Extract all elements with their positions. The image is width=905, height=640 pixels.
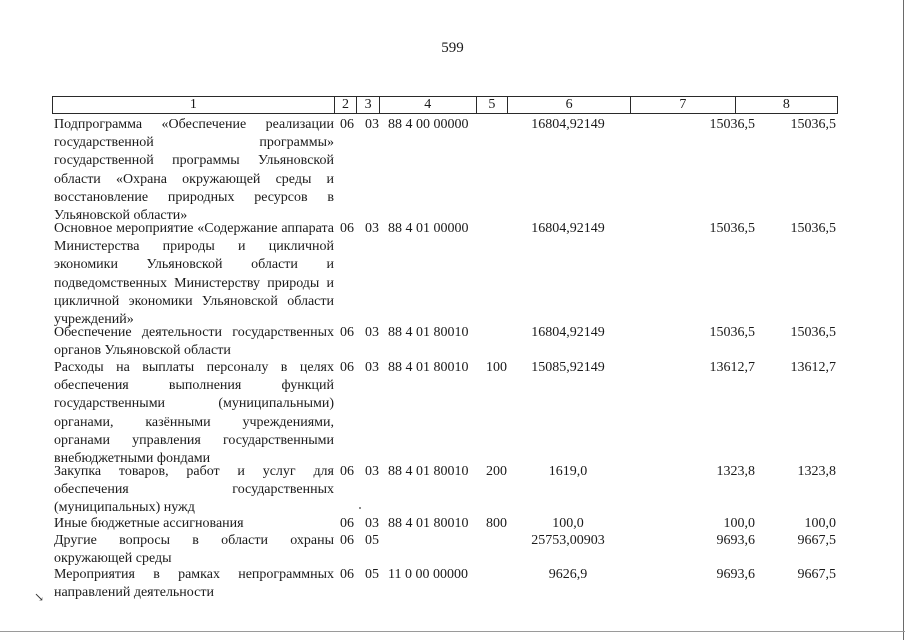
cell-name: Другие вопросы в области охраны окружающей среды [54, 533, 334, 567]
page-edge-right [903, 0, 904, 640]
cell-csr: 88 4 01 80010 [388, 464, 469, 479]
cell-value-col6: 16804,92149 [531, 117, 605, 132]
header-col-7: 7 [630, 97, 734, 113]
cell-name: Мероприятия в рамках непрограммных направлений деятельности [54, 567, 334, 601]
cell-name: Основное мероприятие «Содержание аппарата Министерства природы и цикличной экономики Ульяновской области и подведомственных Министерству природы и цикличной экономики Ульяновской области учреждений» [54, 221, 334, 328]
cell-value-col6: 25753,00903 [531, 533, 605, 548]
cell-value-col8: 9667,5 [797, 567, 836, 582]
cell-razdel: 06 [340, 325, 354, 340]
cell-podrazdel: 03 [365, 221, 379, 236]
cell-razdel: 06 [340, 464, 354, 479]
cell-value-col7: 15036,5 [709, 221, 755, 236]
scan-speck [359, 507, 361, 509]
cell-value-col8: 13612,7 [790, 360, 836, 375]
cell-value-col8: 15036,5 [790, 117, 836, 132]
page-edge-bottom [0, 631, 905, 632]
cell-vr: 200 [486, 464, 507, 479]
cell-razdel: 06 [340, 533, 354, 548]
cell-value-col7: 15036,5 [709, 117, 755, 132]
cell-value-col6: 9626,9 [548, 567, 588, 582]
header-col-5: 5 [476, 97, 508, 113]
cell-value-col6: 100,0 [552, 516, 584, 531]
cell-value-col8: 100,0 [804, 516, 836, 531]
cell-razdel: 06 [340, 360, 354, 375]
cell-csr: 88 4 01 00000 [388, 221, 469, 236]
page-number: 599 [441, 40, 464, 56]
cell-value-col8: 1323,8 [797, 464, 836, 479]
cell-podrazdel: 03 [365, 325, 379, 340]
cell-razdel: 06 [340, 117, 354, 132]
cell-csr: 88 4 01 80010 [388, 325, 469, 340]
cell-podrazdel: 03 [365, 464, 379, 479]
cell-name: Иные бюджетные ассигнования [54, 516, 244, 531]
cell-podrazdel: 03 [365, 117, 379, 132]
header-col-1: 1 [189, 97, 197, 112]
cell-value-col7: 9693,6 [716, 567, 755, 582]
cell-value-col7: 13612,7 [709, 360, 755, 375]
cell-name: Обеспечение деятельности государственных органов Ульяновской области [54, 325, 334, 359]
cell-name: Расходы на выплаты персоналу в целях обеспечения выполнения функций государственными (муниципальными) органами, казёнными учреждениями, органами управления государственными внебюджетными фондами [54, 360, 334, 467]
cell-value-col8: 15036,5 [790, 325, 836, 340]
cell-csr: 88 4 00 00000 [388, 117, 469, 132]
cell-csr: 11 0 00 00000 [388, 567, 468, 582]
cell-vr: 100 [486, 360, 507, 375]
header-col-3: 3 [356, 97, 379, 113]
cell-podrazdel: 03 [365, 516, 379, 531]
cell-podrazdel: 03 [365, 360, 379, 375]
header-col-2: 2 [334, 97, 357, 113]
cell-csr: 88 4 01 80010 [388, 360, 469, 375]
header-col-8: 8 [735, 97, 837, 113]
cell-razdel: 06 [340, 567, 354, 582]
cell-value-col7: 1323,8 [716, 464, 755, 479]
cell-value-col7: 100,0 [723, 516, 755, 531]
cell-podrazdel: 05 [365, 567, 379, 582]
header-col-4: 4 [379, 97, 476, 113]
scan-mark: ↘ [34, 590, 45, 604]
cell-csr: 88 4 01 80010 [388, 516, 469, 531]
header-col-6: 6 [507, 97, 630, 113]
cell-value-col8: 9667,5 [797, 533, 836, 548]
cell-value-col8: 15036,5 [790, 221, 836, 236]
cell-name: Закупка товаров, работ и услуг для обеспечения государственных (муниципальных) нужд [54, 464, 334, 516]
cell-value-col6: 16804,92149 [531, 221, 605, 236]
cell-name: Подпрограмма «Обеспечение реализации государственной программы» государственной программы Ульяновской области «Охрана окружающей среды и восстановление природных ресурсов в Ульяновской области» [54, 117, 334, 224]
cell-razdel: 06 [340, 221, 354, 236]
cell-value-col7: 15036,5 [709, 325, 755, 340]
cell-value-col6: 1619,0 [548, 464, 588, 479]
cell-value-col7: 9693,6 [716, 533, 755, 548]
cell-value-col6: 15085,92149 [531, 360, 605, 375]
cell-podrazdel: 05 [365, 533, 379, 548]
cell-value-col6: 16804,92149 [531, 325, 605, 340]
cell-razdel: 06 [340, 516, 354, 531]
cell-vr: 800 [486, 516, 507, 531]
table-header [52, 96, 838, 114]
